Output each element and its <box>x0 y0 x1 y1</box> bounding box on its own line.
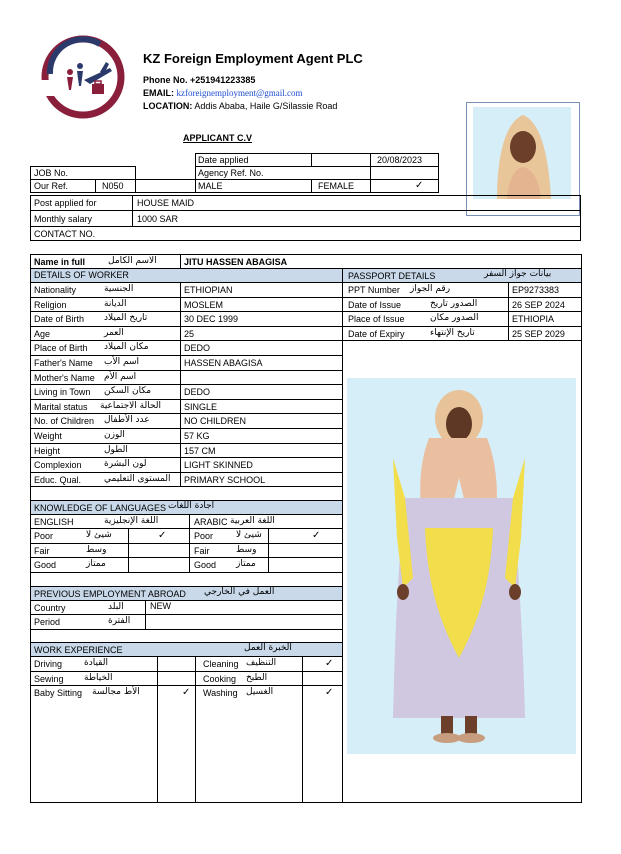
worker-header: DETAILS OF WORKER <box>34 270 129 280</box>
name-label-ar: الاسم الكامل <box>108 256 157 266</box>
worker-row-divider <box>30 370 342 371</box>
worker-row-value: PRIMARY SCHOOL <box>184 474 266 485</box>
worker-row-value: NO CHILDREN <box>184 416 247 427</box>
work-right-label-ar: الطبخ <box>246 672 268 683</box>
english-level-check: ✓ <box>158 530 167 541</box>
male-label: MALE <box>198 181 223 191</box>
worker-row-label-ar: الجنسية <box>104 284 134 294</box>
passport-row-divider <box>342 311 582 312</box>
work-right-check: ✓ <box>325 658 334 669</box>
arabic-level-label-ar: شيئ لا <box>236 530 262 540</box>
passport-row-divider <box>342 340 582 341</box>
previous-header: PREVIOUS EMPLOYMENT ABROAD <box>34 589 186 599</box>
worker-row-label-ar: الطول <box>104 444 128 455</box>
worker-row-label-ar: لون البشرة <box>104 459 147 470</box>
phone-value: +251941223385 <box>190 75 256 85</box>
work-left-label: Sewing <box>34 673 64 684</box>
work-right-check: ✓ <box>325 687 334 699</box>
arabic-level-label-ar: ممتاز <box>236 559 256 570</box>
work-right-label-ar: التنظيف <box>246 658 277 668</box>
passport-header-ar: بيانات جواز السفر <box>484 269 552 279</box>
worker-row-label: Height <box>34 445 61 456</box>
work-right-label: Washing <box>203 688 238 699</box>
name-value: JITU HASSEN ABAGISA <box>184 257 288 267</box>
worker-row-divider <box>30 355 342 356</box>
passport-header: PASSPORT DETAILS <box>348 271 436 281</box>
work-left-label: Baby Sitting <box>34 688 83 699</box>
arabic-level-label: Fair <box>194 545 210 556</box>
passport-row-label-ar: تاريخ الإنتهاء <box>430 327 475 338</box>
worker-row-divider <box>30 384 342 385</box>
work-left-label-ar: الأط مجالسة <box>92 687 140 698</box>
country-label: Country <box>34 603 66 613</box>
our-ref-label: Our Ref. <box>34 181 69 191</box>
worker-row-value: DEDO <box>184 343 211 354</box>
worker-row-label: Age <box>34 328 51 339</box>
language-row-divider <box>30 572 342 573</box>
arabic-level-label: Good <box>194 560 217 571</box>
language-level-label: Poor <box>34 531 54 541</box>
applicant-photo-full <box>347 378 576 754</box>
period-label: Period <box>34 617 61 627</box>
worker-row-label: Living in Town <box>34 387 91 398</box>
worker-row-label-ar: اسم الأم <box>104 371 137 382</box>
worker-row-label: Nationality <box>34 285 77 295</box>
worker-row-value: ETHIOPIAN <box>184 285 233 295</box>
language-level-label-ar: وسط <box>86 544 107 555</box>
arabic-label-ar: اللغة العربية <box>230 516 275 526</box>
worker-row-label: Marital status <box>34 401 88 412</box>
worker-row-label-ar: الوزن <box>104 430 125 440</box>
name-label: Name in full <box>34 257 86 267</box>
worker-row-label-ar: تاريخ الميلاد <box>104 313 148 324</box>
worker-row-divider <box>30 326 342 327</box>
worker-row-label-ar: مكان الميلاد <box>104 342 149 353</box>
language-level-label: Good <box>34 560 57 571</box>
work-left-label-ar: الخياطة <box>84 672 113 683</box>
language-row-divider <box>30 557 342 558</box>
arabic-label: ARABIC <box>194 517 228 527</box>
arabic-level-check: ✓ <box>312 530 321 541</box>
worker-row-divider <box>30 297 342 298</box>
worker-row-value: HASSEN ABAGISA <box>184 358 263 368</box>
company-phone <box>143 75 255 86</box>
language-level-label-ar: شيئ لا <box>86 530 112 540</box>
worker-row-value: SINGLE <box>184 401 218 412</box>
english-label: ENGLISH <box>34 517 74 527</box>
passport-row-value: 26 SEP 2024 <box>512 299 565 310</box>
worker-row-divider <box>30 472 342 473</box>
worker-row-divider <box>30 443 342 444</box>
worker-row-value: 25 <box>184 328 195 339</box>
worker-row-label-ar: عدد الأطفال <box>104 415 150 426</box>
worker-row-label: Mother's Name <box>34 372 95 383</box>
language-row-divider <box>30 543 342 544</box>
passport-row-label-ar: الصدور تاريخ <box>430 298 478 309</box>
worker-row-divider <box>30 486 342 487</box>
languages-header-ar: اجادة اللغات <box>168 501 215 511</box>
worker-row-divider <box>30 457 342 458</box>
worker-row-divider <box>30 340 342 341</box>
our-ref-value: N050 <box>102 181 124 191</box>
worker-row-divider <box>30 399 342 400</box>
location-label: LOCATION: <box>143 101 193 111</box>
worker-row-label-ar: الحالة الاجتماعية <box>100 400 161 411</box>
passport-row-label: Date of Issue <box>348 299 402 310</box>
worker-row-label: Father's Name <box>34 358 93 368</box>
female-check: ✓ <box>415 180 424 191</box>
work-header: WORK EXPERIENCE <box>34 645 123 655</box>
post-label: Post applied for <box>34 198 97 208</box>
country-label-ar: البلد <box>108 602 124 612</box>
passport-row-label: Date of Expiry <box>348 328 405 339</box>
worker-row-label: Complexion <box>34 460 82 471</box>
passport-row-value: ETHIOPIA <box>512 314 555 324</box>
date-applied-value: 20/08/2023 <box>377 155 423 165</box>
salary-label: Monthly salary <box>34 214 93 224</box>
work-header-ar: الخبرة العمل <box>244 643 292 653</box>
worker-row-value: DEDO <box>184 387 211 398</box>
location-value: Addis Ababa, Haile G/Silassie Road <box>194 101 338 111</box>
email-label: EMAIL: <box>143 88 174 98</box>
agency-ref-label: Agency Ref. No. <box>198 168 264 178</box>
period-label-ar: الفترة <box>108 616 131 626</box>
work-row-divider <box>30 671 342 672</box>
page-title: APPLICANT C.V <box>183 133 253 143</box>
worker-row-label-ar: الديانة <box>104 298 127 309</box>
worker-row-divider <box>30 428 342 429</box>
email-value[interactable]: kzforeignemployment@gmail.com <box>176 88 303 98</box>
worker-row-value: LIGHT SKINNED <box>184 460 253 471</box>
previous-header-ar: العمل في الخارجي <box>204 587 275 597</box>
language-level-label-ar: ممتاز <box>86 559 106 570</box>
work-right-label: Cleaning <box>203 659 239 669</box>
female-label: FEMALE <box>318 181 355 191</box>
english-label-ar: اللغة الإنجليزية <box>104 516 159 526</box>
worker-row-label: Educ. Qual. <box>34 474 82 485</box>
language-level-label: Fair <box>34 545 50 556</box>
worker-row-divider <box>30 311 342 312</box>
worker-row-divider <box>30 413 342 414</box>
worker-row-label-ar: اسم الأب <box>104 357 139 367</box>
work-row-divider <box>30 685 342 686</box>
date-applied-label: Date applied <box>198 155 249 165</box>
worker-row-value: 30 DEC 1999 <box>184 314 239 325</box>
company-logo <box>40 34 126 120</box>
work-left-check: ✓ <box>182 687 191 699</box>
contact-label: CONTACT NO. <box>34 229 96 239</box>
work-right-label-ar: الغسيل <box>246 687 274 698</box>
worker-row-label: No. of Children <box>34 416 95 427</box>
country-value: NEW <box>150 601 171 611</box>
passport-row-value: 25 SEP 2029 <box>512 328 565 339</box>
worker-row-value: 157 CM <box>184 445 216 456</box>
passport-row-label: Place of Issue <box>348 314 405 324</box>
worker-row-label: Weight <box>34 431 62 441</box>
arabic-level-label-ar: وسط <box>236 544 257 555</box>
worker-row-label-ar: المستوى التعليمي <box>104 473 171 484</box>
worker-row-label: Date of Birth <box>34 314 85 325</box>
salary-value: 1000 SAR <box>137 214 179 224</box>
passport-row-value: EP9273383 <box>512 285 560 295</box>
arabic-level-label: Poor <box>194 531 214 541</box>
passport-row-label-ar: الصدور مكان <box>430 313 479 323</box>
worker-row-label-ar: مكان السكن <box>104 386 152 397</box>
worker-row-label-ar: العمر <box>104 327 124 338</box>
work-right-label: Cooking <box>203 673 237 684</box>
job-no-label: JOB No. <box>34 168 69 178</box>
passport-row-label-ar: رقم الجواز <box>410 284 451 294</box>
work-left-label: Driving <box>34 659 63 669</box>
worker-row-value: MOSLEM <box>184 299 224 310</box>
passport-row-label: PPT Number <box>348 285 400 295</box>
phone-label: Phone No. <box>143 75 188 85</box>
worker-row-value: 57 KG <box>184 431 210 441</box>
company-name: KZ Foreign Employment Agent PLC <box>143 51 363 66</box>
worker-row-label: Religion <box>34 299 67 310</box>
applicant-photo-small <box>466 102 580 216</box>
company-location <box>143 101 337 112</box>
work-left-label-ar: القيادة <box>84 658 108 668</box>
post-value: HOUSE MAID <box>137 198 195 208</box>
worker-row-label: Place of Birth <box>34 343 88 354</box>
company-email <box>143 88 303 99</box>
languages-header: KNOWLEDGE OF LANGUAGES <box>34 503 167 513</box>
